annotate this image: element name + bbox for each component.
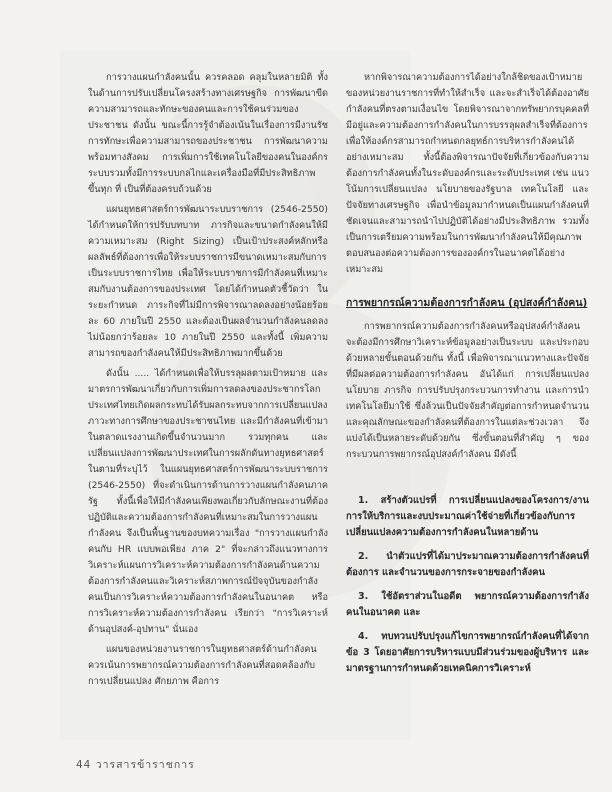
section-spacer (346, 467, 589, 489)
left-paragraph-3: ดังนั้น ..... ได้กำหนดเพื่อให้บรรลุผลตามเป้าหมาย และมาตรการพัฒนาเกี่ยวกับการเพิ่มการลดลงของประชากรโลก ประเทศไทยเกิดผลกระทบได้รับผลกระทบจากการเปลี่ยนแปลงภาวะทางการศึกษาของประชาชนไทย และมีกำลังคนที่เข้ามาในตลาดแรงงานเกิดขึ้นจำนวนมาก รวมทุกคน และเปลี่ยนแปลงการพัฒนาประเทศในการผลักดันทางยุทธศาสตร์ในตามที่ระบุไว้ ในแผนยุทธศาสตร์การพัฒนาระบบราชการ (2546-2550) ที่จะดำเนินการด้านการวางแผนกำลังคนภาครัฐ ทั้งนี้เพื่อให้มีกำลังคนเพียงพอเกี่ยวกับลักษณะงานที่ต้องปฏิบัติและความต้องการกำลังคนที่เหมาะสมในการวางแผนกำลังคน จึงเป็นพื้นฐานของบทความเรื่อง "การวางแผนกำลังคนกับ HR แบบพอเพียง ภาค 2" ที่จะกล่าวถึงแนวทางการวิเคราะห์แผนการวิเคราะห์ความต้องการกำลังคนด้านความต้องการกำลังคนและวิเคราะห์สภาพการณ์ปัจจุบันของกำลังคนเป็นการวิเคราะห์ความต้องการกำลังคนในอนาคต หรือการวิเคราะห์ความต้องการกำลังคน เรียกว่า "การวิเคราะห์ด้านอุปสงค์-อุปทาน" นั่นเอง (88, 368, 328, 635)
right-column (346, 70, 589, 685)
publication-name: วารสารข้าราชการ (95, 759, 195, 771)
numbered-item-2: 2. นำตัวแปรที่ได้มาประมาณความต้องการกำลังคนที่ต้องการ และจำนวนของการกระจายของกำลังคน (346, 551, 589, 578)
left-paragraph-1: การวางแผนกำลังคนนั้น ควรคลอด คลุมในหลายมิติ ทั้งในด้านการปรับเปลี่ยนโครงสร้างทางเศรษฐกิจ การพัฒนาขีดความสามารถและทักษะของคนและการใช้คนร่วมของประชาชน ดังนั้น ขณะนี้การรู้จำต้องเน้นในเรื่องการมีงานรัชการทักษะเพื่อความสามารถของประชาชน การพัฒนาความพร้อมทางสังคม การเพิ่มการใช้เทคโนโลยีของคนในองค์กร ระบบรวมทั้งมีการระบบกลไกและเครื่องมือที่มีประสิทธิภาพขึ้นทุก ที่ เป็นที่ต้องครบถ้วนด้วย (88, 72, 328, 195)
right-intro-paragraph: หากพิจารณาความต้องการได้อย่างใกล้ชิดของเป้าหมายของหน่วยงานราชการที่ทำให้สำเร็จ และจะสำเร็จได้ต้องอาศัยกำลังคนที่ตรงตามเงื่อนไข โดยพิจารณาจากทรัพยากรบุคคลที่มีอยู่และความต้องการกำลังคนในการบรรลุผลสำเร็จที่ต้องการ เพื่อให้องค์กรสามารถกำหนดกลยุทธ์การบริหารกำลังคนได้อย่างเหมาะสม ทั้งนี้ต้องพิจารณาปัจจัยที่เกี่ยวข้องกับความต้องการกำลังคนทั้งในระดับองค์กรและระดับประเทศ เช่น แนวโน้มการเปลี่ยนแปลง นโยบายของรัฐบาล เทคโนโลยี และปัจจัยทางเศรษฐกิจ เพื่อนำข้อมูลมากำหนดเป็นแผนกำลังคนที่ชัดเจนและสามารถนำไปปฏิบัติได้อย่างมีประสิทธิภาพ รวมทั้งเป็นการเตรียมความพร้อมในการพัฒนากำลังคนให้มีคุณภาพตอบสนองต่อความต้องการขององค์กรในอนาคตได้อย่างเหมาะสม (346, 72, 589, 275)
left-column (88, 70, 328, 694)
numbered-item-1: 1. สร้างตัวแปรที่ การเปลี่ยนแปลงของโครงการ/งาน การให้บริการและงบประมาณค่าใช้จ่ายที่เกี่ยวข้องกับการเปลี่ยนแปลงความต้องการกำลังคนในหลายด้าน (346, 495, 589, 538)
page-number: 44 (76, 759, 92, 771)
page-footer (76, 756, 195, 773)
numbered-item-4: 4. ทบทวนปรับปรุงแก้ไขการพยากรณ์กำลังคนที่ได้จากข้อ 3 โดยอาศัยการบริหารแบบมีส่วนร่วมของผู้บริหาร และมาตรฐานการกำหนดด้วยเทคนิคการวิเคราะห์ (346, 631, 589, 674)
section-heading: การพยากรณ์ความต้องการกำลังคน (อุปสงค์กำลังคน) (346, 297, 588, 309)
left-paragraph-2: แผนยุทธศาสตร์การพัฒนาระบบราชการ (2546-2550) ได้กำหนดให้การปรับบทบาท ภารกิจและขนาดกำลังคนให้มีความเหมาะสม (Right Sizing) เป็นเป้าประสงค์หลักหรือผลลัพธ์ที่ต้องการเพื่อให้ระบบราชการมีขนาดเหมาะสมกับการเป็นระบบราชการไทย เพื่อให้ระบบราชการมีกำลังคนที่เหมาะสมกับงานต้องการของประเทศ โดยได้กำหนดตัวชี้วัดว่า ในระยะกำหนด ภาระกิจที่ไม่มีการพิจารณาลดลงอย่างน้อยร้อยละ 60 ภายในปี 2550 และต้องเป็นผลจำนวนกำลังคนลดลงไม่น้อยกว่าร้อยละ 10 ภายในปี 2550 และทั้งนี้ เพิ่มความสามารถของกำลังคนให้มีประสิทธิภาพมากขึ้นด้วย (88, 204, 328, 359)
left-paragraph-4: แผนของหน่วยงานราชการในยุทธศาสตร์ด้านกำลังคน ควรเน้นการพยากรณ์ความต้องการกำลังคนที่สอดคล้องกับการเปลี่ยนแปลง ศักยภาพ คือการ (88, 644, 317, 687)
numbered-item-3: 3. ใช้อัตราส่วนในอดีต พยากรณ์ความต้องการกำลังคนในอนาคต และ (346, 591, 589, 618)
section-paragraph: การพยากรณ์ความต้องการกำลังคนหรืออุปสงค์กำลังคน จะต้องมีการศึกษาวิเคราะห์ข้อมูลอย่างเป็นระบบ และประกอบด้วยหลายขั้นตอนด้วยกัน ทั้งนี้ เพื่อพิจารณาแนวทางและปัจจัยที่มีผลต่อความต้องการกำลังคน อันได้แก่ การเปลี่ยนแปลงนโยบาย ภารกิจ การปรับปรุงกระบวนการทำงาน และการนำเทคโนโลยีมาใช้ ซึ่งล้วนเป็นปัจจัยสำคัญต่อการกำหนดจำนวนและคุณลักษณะของกำลังคนที่ต้องการในแต่ละช่วงเวลา จึงแบ่งได้เป็นหลายระดับด้วยกัน ซึ่งขั้นตอนที่สำคัญ ๆ ของกระบวนการพยากรณ์อุปสงค์กำลังคน มีดังนี้ (346, 321, 589, 460)
